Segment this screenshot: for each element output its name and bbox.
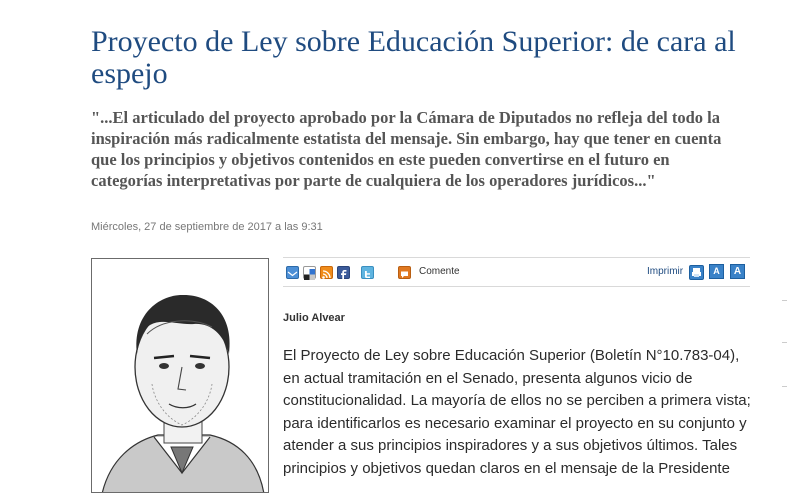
scroll-marker	[782, 300, 787, 301]
print-link[interactable]: Imprimir	[647, 266, 684, 277]
article-date: Miércoles, 27 de septiembre de 2017 a las 9:31	[91, 221, 323, 233]
facebook-icon[interactable]	[337, 266, 350, 279]
share-toolbar	[283, 257, 750, 287]
twitter-icon[interactable]	[361, 266, 374, 279]
scroll-marker	[782, 342, 787, 343]
author-portrait-drawing	[92, 259, 269, 493]
email-icon[interactable]	[286, 266, 299, 279]
article-lead: "...El articulado del proyecto aprobado por la Cámara de Diputados no refleja del todo la inspiración más radicalmente estatista del mensaje. Sin embargo, hay que tener en cuenta que los principios y objetivos contenidos en este pueden convertirse en el futuro en categorías interpretativas por parte de cualquiera de los operadores jurídicos..."	[91, 108, 722, 190]
font-increase-button[interactable]: A	[730, 264, 745, 279]
font-decrease-button[interactable]: A	[709, 264, 724, 279]
article-title: Proyecto de Ley sobre Educación Superior: de cara al espejo	[91, 25, 736, 90]
author-name: Julio Alvear	[283, 312, 345, 324]
rss-icon[interactable]	[320, 266, 333, 279]
scroll-marker	[782, 386, 787, 387]
author-photo	[91, 258, 269, 493]
delicious-icon[interactable]	[303, 266, 316, 279]
print-icon[interactable]	[689, 265, 704, 280]
comment-icon[interactable]	[398, 266, 411, 279]
comment-link[interactable]: Comente	[419, 266, 460, 277]
article-body: El Proyecto de Ley sobre Educación Superior (Boletín N°10.783-04), en actual tramitación en el Senado, presenta algunos vicio de constitucionalidad. La mayoría de ellos no se perciben a primera vista; para identificarlos es necesario examinar el proyecto en su conjunto y atender a sus principios inspiradores y a sus objetivos últimos. Tales principios y objetivos quedan claros en el mensaje de la Presidente	[283, 347, 751, 477]
